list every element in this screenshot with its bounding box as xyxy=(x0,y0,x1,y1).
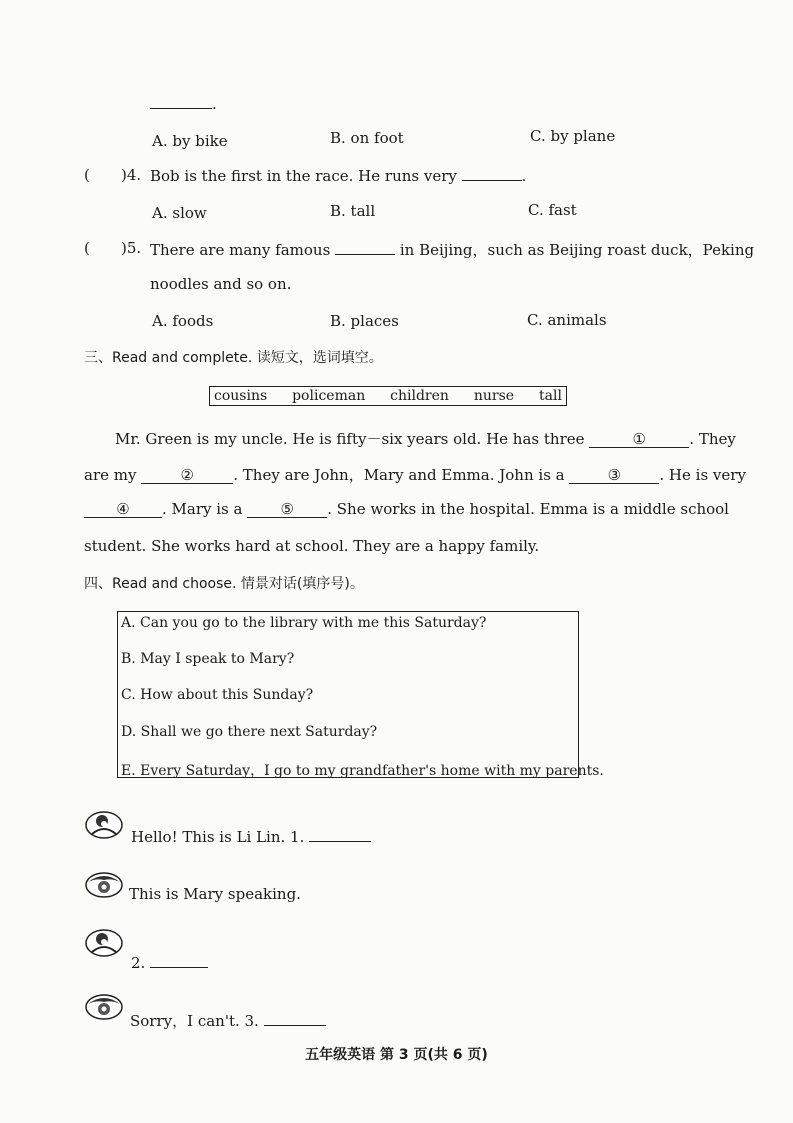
word-cousins: cousins xyxy=(214,388,268,404)
passage-blank-4[interactable]: ④ xyxy=(84,501,162,518)
word-bank xyxy=(209,386,567,406)
q3-blank[interactable] xyxy=(150,94,212,109)
girl-avatar-icon xyxy=(84,992,124,1022)
girl-avatar-icon xyxy=(84,870,124,900)
passage-line-2: are my ② . They are John，Mary and Emma. John is a ③ . He is very xyxy=(84,466,746,484)
passage-line-4: student. She works hard at school. They are a happy family. xyxy=(84,537,540,555)
choice-box xyxy=(117,611,604,779)
choice-d: D. Shall we go there next Saturday? xyxy=(121,724,378,740)
q5-question-line2: noodles and so on. xyxy=(150,275,292,293)
choice-e: E. Every Saturday，I go to my grandfather's home with my parents. xyxy=(121,763,604,779)
q5-question: There are many famous in Beijing，such as Beijing roast duck，Peking xyxy=(150,241,755,259)
choice-a: A. Can you go to the library with me this Saturday? xyxy=(121,615,487,631)
dialogue-line-4: Sorry，I can't. 3. xyxy=(130,1010,326,1031)
dialogue-line-3: 2. xyxy=(131,953,208,972)
passage-line-1: Mr. Green is my uncle. He is fifty－six years old. He has three ① . They xyxy=(115,430,736,448)
word-children: children xyxy=(390,388,449,404)
q3-option-c[interactable]: C. by plane xyxy=(530,127,616,145)
word-nurse: nurse xyxy=(473,388,515,404)
choice-b: B. May I speak to Mary? xyxy=(121,651,295,667)
q4-option-b[interactable]: B. tall xyxy=(330,202,376,220)
q4-question: Bob is the first in the race. He runs very . xyxy=(150,167,527,185)
q3-option-a[interactable]: A. by bike xyxy=(152,132,228,150)
q4-number: )4. xyxy=(121,166,142,184)
q4-option-a[interactable]: A. slow xyxy=(152,204,207,222)
q3-option-b[interactable]: B. on foot xyxy=(330,129,404,147)
dialogue-blank-3[interactable] xyxy=(264,1011,326,1026)
passage-line-3: ④ . Mary is a ⑤ . She works in the hospital. Emma is a middle school xyxy=(84,500,704,518)
passage-blank-2[interactable]: ② xyxy=(141,467,233,484)
passage-blank-1[interactable]: ① xyxy=(589,431,689,448)
q5-option-b[interactable]: B. places xyxy=(330,312,399,330)
boy-avatar-icon xyxy=(84,810,124,840)
q4-option-c[interactable]: C. fast xyxy=(528,201,577,219)
choice-c: C. How about this Sunday? xyxy=(121,687,314,703)
word-tall: tall xyxy=(539,388,562,404)
q5-blank[interactable] xyxy=(335,240,395,255)
passage-blank-5[interactable]: ⑤ xyxy=(247,501,327,518)
q3-answer-line: . xyxy=(150,94,217,113)
q4-bracket-open[interactable]: ( xyxy=(84,166,90,184)
passage-blank-3[interactable]: ③ xyxy=(569,467,659,484)
q5-option-a[interactable]: A. foods xyxy=(152,312,214,330)
section4-heading: 四、Read and choose. 情景对话(填序号)。 xyxy=(84,576,364,592)
q4-blank[interactable] xyxy=(462,166,522,181)
word-policeman: policeman xyxy=(292,388,366,404)
section3-heading: 三、Read and complete. 读短文，选词填空。 xyxy=(84,350,383,366)
dialogue-line-1: Hello! This is Li Lin. 1. xyxy=(131,827,371,846)
q5-option-c[interactable]: C. animals xyxy=(527,311,607,329)
boy-avatar-icon xyxy=(84,928,124,958)
dialogue-line-2: This is Mary speaking. xyxy=(129,885,301,903)
dialogue-blank-2[interactable] xyxy=(150,953,208,968)
page-footer: 五年级英语 第 3 页(共 6 页) xyxy=(305,1047,488,1063)
q5-number: )5. xyxy=(121,239,142,257)
dialogue-blank-1[interactable] xyxy=(309,827,371,842)
q5-bracket-open[interactable]: ( xyxy=(84,239,90,257)
